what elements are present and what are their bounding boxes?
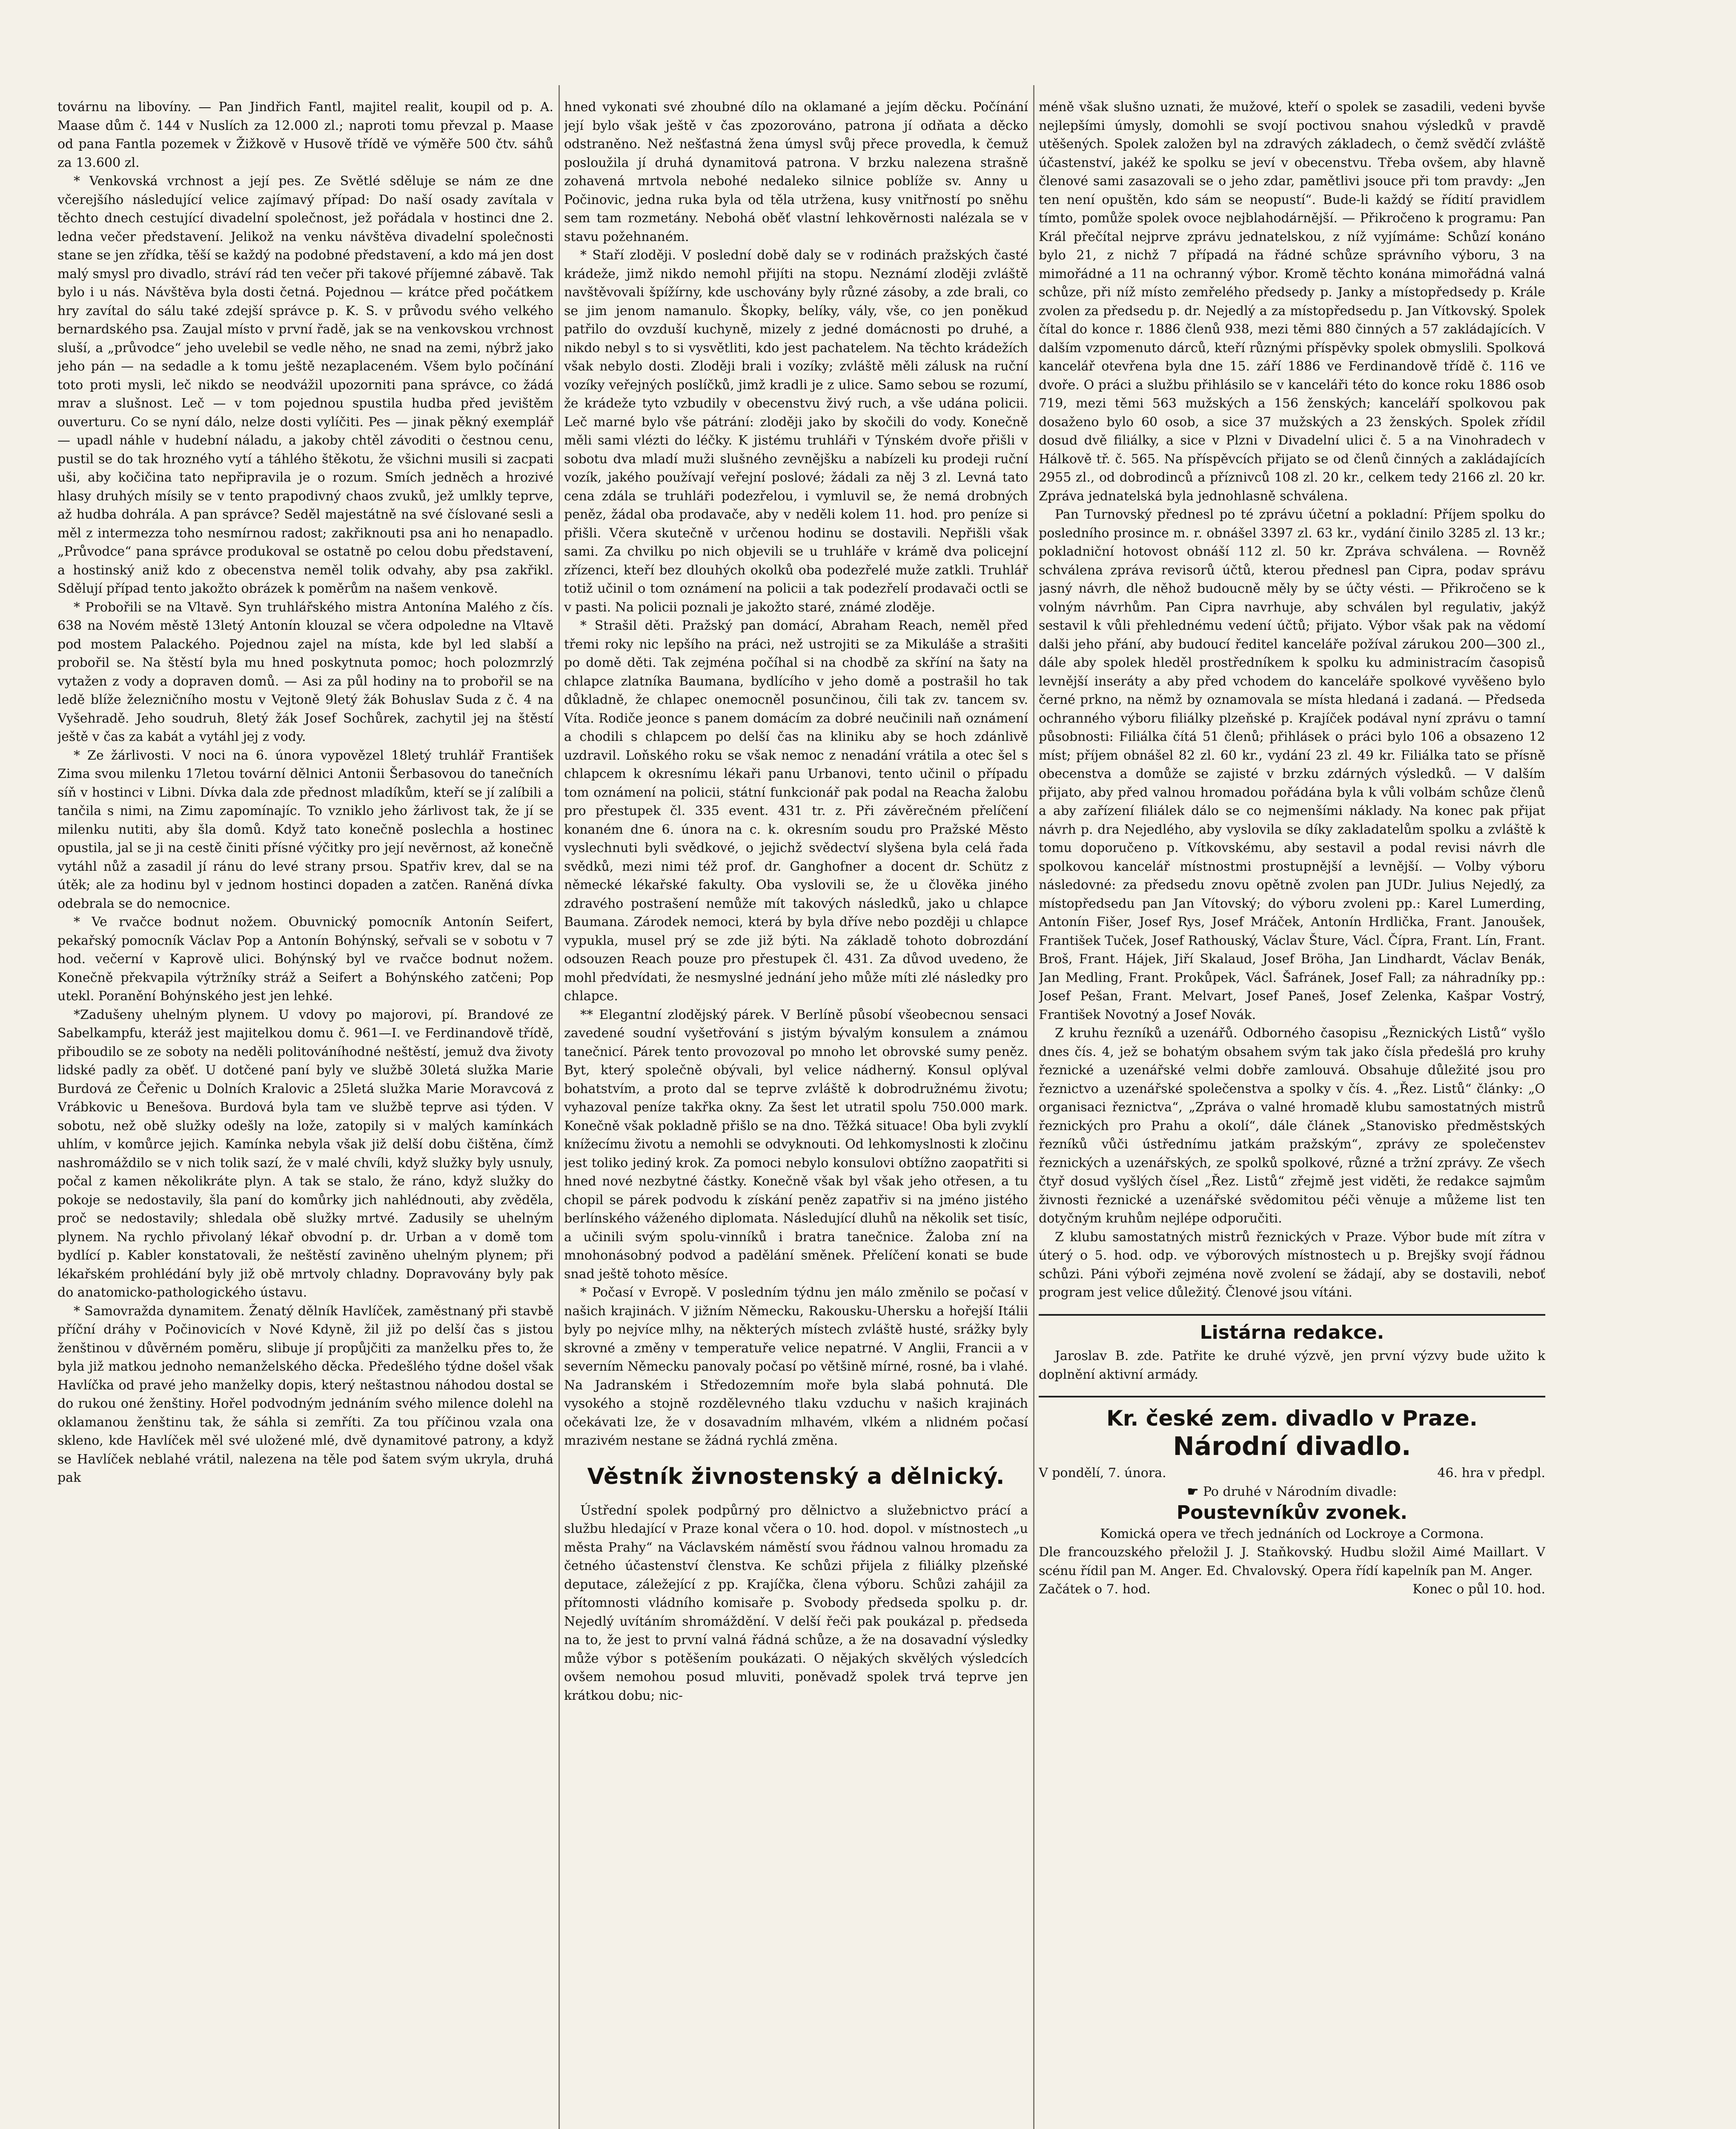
play-genre: Komická opera ve třech jednáních od Lockroye a Cormona. [1100,1526,1484,1541]
article-text: Z kruhu řezníků a uzenářů. Odborného časopisu „Řeznických Listů“ vyšlo dnes čís. 4, jež se bohatým obsahem svým tak jako čísla předešlá pro kruhy řeznické a uzenářské velmi dobře zamlouvá. Obsahuje důležité jsou pro řeznictvo a uzenářské společenstva a spolky v čís. 4. „Řez. Listů“ články: „O organisaci řeznictva“, „Zpráva o valné hromadě klubu samostatných mistrů řeznických pro Prahu a okolí“, dále článek „Stanovisko předměstských řezníků vůči ústřednímu jatkám pražským“, zprávy ze společenstev řeznických a uzenářských, ze spolků spolkové, různé a tržní zprávy. Ze všech čtyř dosud vyšlých čísel „Řez. Listů“ zřejmě jest viděti, že redakce sajmům živnosti řeznické a uzenářské svědomitou péči věnuje a můžeme list ten dotyčným kruhům nejlépe odporučiti. [1039,1026,1545,1226]
article-text: méně však slušno uznati, že mužové, kteří o spolek se zasadili, vedeni byvše nejlepšími úmysly, domohli se svojí poctivou snahou výsledků v pravdě utěšených. Spolek založen byl na zdravých základech, o čemž svědčí zvláště účastenství, jakéž ke spolku se jeví v obecenstvu. Třeba ovšem, aby hlavně členové sami zasazovali se o jeho zdar, pamětlivi jsouce při tom pravdy: „Jen ten není opuštěn, kdo sám se neopustí“. Bude-li každý se řídití pravidlem tímto, pomůže spolek ovoce nejblahodárnější. — Přikročeno k programu: Pan Král přečítal nejprve zprávu jednatelskou, z níž vyjímáme: Schůzí konáno bylo 21, z nichž 7 případá na řádné schůze správního výboru, 3 na mimořádné a 11 na ochranný výbor. Kromě těchto konána mimořádná valná schůze, při níž místo zemřelého předsedy p. Janky a místopředsedy p. Krále zvolen za předsedu p. dr. Nejedlý a za místopředsedu p. Jan Vítkovský. Spolek čítal do konce r. 1886 členů 938, mezi těmi 880 činných a 57 zakládajících. V dalším vzpomenuto dárců, kteří různými příspěvky spolek obmyslili. Spolková kancelář otevřena byla dne 15. září 1886 ve Ferdinandově třídě č. 116 ve dvoře. O práci a službu přihlásilo se v kanceláři této do konce roku 1886 osob 719, mezi těmi 563 mužských a 156 ženských; kanceláří spolkovou pak dosaženo bylo 60 osob, a sice 37 mužských a 23 ženských. Spolek zřídil dosud dvě filiálky, a sice v Plzni v Divadelní ulici č. 5 a na Vinohradech v Hálkově tř. č. 565. Na příspěvcích přijato se od členů činných a zakládajících 2955 zl., od dobrodinců a příznivců 108 zl. 20 kr., celkem tedy 2166 zl. 20 kr. Zpráva jednatelská byla jednohlasně schválena. [1039,100,1545,504]
article-text: * Ze žárlivosti. V noci na 6. února vypovězel 18letý truhlář František Zima svou milenku 17letou tovární dělnici Antonii Šerbasovou do tanečních síň v hostinci v Libni. Dívka dala zde přednost mladíkům, kteří se jí zalíbili a tančila s nimi, na Zimu zapomínajíc. To vzniklo jeho žárlivost tak, že jí se milenku nutiti, aby šla domů. Když tato konečně poslechla a hostinec opustila, jal se ji na cestě činiti přísné výčitky pro její nevěrnost, až konečně vytáhl nůž a zasadil jí ránu do levé strany prsou. Spatřiv krev, dal se na útěk; ale za hodinu byl v jednom hostinci dopaden a zatčen. Raněná dívka odebrala se do nemocnice. [57,748,553,911]
column-3 [1039,98,1545,2129]
mailbox-text: Jaroslav B. zde. Patřite ke druhé výzvě, jen první výzvy bude užito k doplnění aktivní armády. [1039,1349,1545,1382]
article-text: * Samovražda dynamitem. Ženatý dělník Havlíček, zaměstnaný při stavbě příční dráhy v Počinovicích v Nové Kdyně, žil již po delší čas s jistou ženštinou v důvěrném poměru, slibuje jí propůjčiti za manželku přes to, že byla již matkou jednoho nemanželského děcka. Předešlého týdne došel však Havlíčka od pravé jeho manželky dopis, který neštastnou náhodou dostal se do rukou oné ženštiny. Hořel podvodným jednáním svého milence dolehl na oklamanou ženštinu tak, že sáhla si zemříti. Za tou příčinou vzala ona skleno, kde Havlíček měl své uložené mlé, dvě dynamitové patrony, a když se Havlíček neblahé vrátil, nalezena na těle pod šatem svým ukryla, druhá pak [57,1303,553,1485]
play-title: Poustevníkův zvonek. [1176,1502,1408,1524]
theatre-program [1039,1396,1545,1599]
performance-date: V pondělí, 7. února. [1039,1466,1166,1481]
article-text: ** Elegantní zlodějský párek. V Berlíně působí všeobecnou sensaci zavedené soudní vyšetřování s jistým bývalým konsulem a známou tanečnicí. Párek tento provozoval po mnoho let obrovské sumy peněz. Byt, který společně obývali, byl velice nádherný. Konsul oplýval bohatstvím, a proto dal se teprve zvláště k dobrodružnému životu; vyhazoval peníze takřka okny. Za šest let utratil spolu 750.000 mark. Konečně však pokladně přišlo se na dno. Těžká situace! Oba byli zvyklí knížecímu životu a nemohli se odvyknouti. Od lehkomyslnosti k zločinu jest toliko jediný krok. Za pomoci nebylo konsulovi obtížno zaopatřiti si hned nové nezbytné částky. Konečně však byl však jeho otřesen, a tu chopil se párek podvodu k získání peněz zapatřiv si na jméno jistého berlínského váženého diplomata. Následující dluhů na několik set tisíc, a učinili svým spolu-vinníků i bratra tanečnice. Žaloba zní na mnohonásobný podvod a padělání směnek. Přelíčení konati se bude snad ještě tohoto měsíce. [564,1007,1028,1282]
theatre-title: Kr. české zem. divadlo v Praze. [1106,1406,1478,1431]
article-text: * Venkovská vrchnost a její pes. Ze Světlé sděluje se nám ze dne včerejšího následující velice zajímavý případ: Do naší osady zavítala v těchto dnech cestující divadelní společnost, jež pořádala v hostinci dne 2. ledna večer představení. Jelikož na venku návštěva divadelní společnosti stane se jen zřídka, těší se každý na podobné představení, a kdo má jen dost malý smysl pro divadlo, stráví rád ten večer při takové příjemné zábavě. Tak bylo i u nás. Návštěva byla dosti četná. Pojednou — krátce před počátkem hry zavítal do sálu také zdejší správce p. K. S. v průvodu svého velkého bernardského psa. Zaujal místo v první řadě, jak se na venkovskou vrchnost sluší, a „průvodce“ jeho uvelebil se vedle něho, ne snad na zemi, nýbrž jako jeho pán — na sedadle a k tomu ještě nezaplaceném. Všem bylo počínání toto proti mysli, leč nikdo se neodvážil upozorniti pana správce, co žádá mrav a slušnost. Leč — v tom pojednou spustila hudba před jevištěm ouverturu. Co se nyní dálo, nelze dosti vylíčiti. Pes — jinak pěkný exemplář — upadl náhle v hudební náladu, a jakoby chtěl závoditi o čestnou cenu, pustil se do tak hrozného vytí a táhlého štěkotu, že všichni musili si zacpati uši, aby kočičina tato nepřipravila je o rozum. Smích jedněch a hrozivé hlasy druhých mísily se v tento prapodivný chaos zvuků, jež umlkly teprve, až hudba dohrála. A pan správce? Seděl majestátně na své číslované sesli a měl z intermezza toho nesmírnou radost; zakřiknouti psa ani ho nenapadlo. „Průvodce“ pana správce produkoval se ostatně po celou dobu představení, a hostinský aniž kdo z obecenstva neměl tolik odvahy, aby psa zakřikl. Sdělují případ tento jakožto obrázek k poměrům na našem venkově. [57,174,553,596]
article-text: Z klubu samostatných mistrů řeznických v Praze. Výbor bude mít zítra v úterý o 5. hod. odp. ve výborových místnostech u p. Brejšky svojí řádnou schůzi. Páni výboři zejména nově zvolení se žádají, aby se dostavili, neboť program jest velice důležitý. Členové jsou vítáni. [1039,1229,1545,1300]
article-text: hned vykonati své zhoubné dílo na oklamané a jejím děcku. Počínání její bylo však ještě v čas zpozorováno, patrona jí odňata a děcko odstraněno. Než nešťastná žena úmysl svůj přece provedla, k čemuž posloužila jí druhá dynamitová patrona. V brzku nalezena strašně zohavená mrtvola nebohé nedaleko silnice poblíže sv. Anny u Počinovic, jedna ruka byla od těla utržena, kusy vnitřností po sněhu sem tam rozmetány. Nebohá oběť vlastní lehkověrnosti nalézala se v stavu požehnaném. [564,100,1028,244]
article-text: * Ve rvačce bodnut nožem. Obuvnický pomocník Antonín Seifert, pekařský pomocník Václav Pop a Antonín Bohýnský, seřvali se v sobotu v 7 hod. večerní v Kaprově ulici. Bohýnský byl ve rvačce bodnut nožem. Konečně překvapila výtržníky stráž a Seifert a Bohýnského zatčeni; Pop utekl. Poranění Bohýnského jest jen lehké. [57,915,553,1004]
pointing-hand-icon: ☛ [1187,1484,1203,1499]
article-text: továrnu na libovíny. — Pan Jindřich Fantl, majitel realit, koupil od p. A. Maase dům č. 144 v Nuslích za 12.000 zl.; naproti tomu převzal p. Maase od pana Fantla pozemek v Žižkově v Husově třídě ve výměře 500 čtv. sáhů za 13.600 zl. [57,100,553,170]
column-divider [559,85,560,2129]
column-divider [1033,85,1034,2129]
column-1 [57,98,553,2129]
article-text: * Probořili se na Vltavě. Syn truhlářského mistra Antonína Malého z čís. 638 na Novém městě 13letý Antonín klouzal se včera odpoledne na Vltavě pod mostem Palackého. Pojednou zajel na místa, kde byl led slabší a probořil se. Na štěstí byla mu hned poskytnuta pomoc; hoch polozmrzlý vytažen z vody a dopraven domů. — Asi za půl hodiny na to probořil se na ledě blíže železničního mostu v Vejtoně 9letý žák Bohuslav Suda z č. 4 na Vyšehradě. Jeho soudruh, 8letý žák Josef Sochůrek, zachytil jej na štěstí ještě v čas za kabát a vytáhl jej z vody. [57,600,553,744]
performance-number: 46. hra v předpl. [1437,1466,1545,1481]
column-2 [564,98,1028,2129]
performance-note-text: Po druhé v Národním divadle: [1203,1484,1397,1499]
article-text: * Počasí v Evropě. V posledním týdnu jen málo změnilo se počasí v našich krajinách. V jižním Německu, Rakousku-Uhersku a hořejší Itálii byly po nejvíce mlhy, na některých místech zvláště husté, srážky byly skrovné a změny v temperatuře velice nepatrné. V Anglii, Francii a v severním Německu panovaly počasí po většině mírné, rosné, ba i vlahé. Na Jadranském i Středozemním moře byla slabá pohnutá. Dle vysokého a stojně rozdělevného tlaku vzduchu v našich krajinách očekávati lze, že v dosavadním mlhavém, vlkém a nlidném počasí mrazivém nestane se žádná rychlá změna. [564,1285,1028,1448]
article-text: Ústřední spolek podpůrný pro dělnictvo a služebnictvo prácí a službu hledající v Praze konal včera o 10. hod. dopol. v místnostech „u města Prahy“ na Václavském náměstí svou řádnou valnou hromadu za četného účastenství členstva. Ke schůzi přijela z filiálky plzeňské deputace, záležející z pp. Krajíčka, člena výboru. Schůzi zahájil za přítomnosti vládního komisaře p. Svobody předseda spolku p. dr. Nejedlý uvítáním shromáždění. V delší řeči pak poukázal p. předseda na to, že jest to první valná řádná schůze, a že na dosavadní výsledky může výbor s potěšením poukázati. O nějakých skvělých výsledcích ovšem nemohou posud mluviti, poněvadž spolek trvá teprve jen krátkou dobu; nic- [564,1503,1028,1703]
section-heading: Věstník živnostenský a dělnický. [587,1463,1005,1489]
editorial-mailbox [1039,1314,1545,1384]
end-time: Konec o půl 10. hod. [1412,1582,1545,1597]
performance-note [1039,1483,1545,1501]
article-text: * Strašil děti. Pražský pan domácí, Abraham Reach, neměl před třemi roky nic lepšího na práci, než ustrojiti se za Mikuláše a strašiti po domě děti. Tak zejména počíhal si na chodbě za skříní na šaty na chlapce zlatníka Baumana, bydlícího v jeho domě a postrašil ho tak důkladně, že chlapec onemocněl posunčinou, čili tak zv. tancem sv. Víta. Rodiče jeonce s panem domácím za dobré neučinili naň oznámení a chodili s chlapcem po delší čas na kliniku aby se hoch zdánlivě uzdravil. Loňského roku se však nemoc z nenadání vrátila a otec šel s chlapcem k okresnímu lékaři panu Urbanovi, tento učinil o případu tom oznámení na policii, státní funkcionář pak podal na Reacha žalobu pro přestupek čl. 335 event. 431 tr. z. Při závěrečném přelíčení konaném dne 6. února na c. k. okresním soudu pro Pražské Město vyslechnuti byli svědkové, o jejichž svědectví slyšena byla celá řada svědků, mezi nimi též prof. dr. Ganghofner a docent dr. Schütz z německé lékařské fakulty. Oba vyslovili se, že u člověka jiného zdravého postrašení nemůže mít takových následků, jako u chlapce Baumana. Zárodek nemoci, která by byla dříve nebo později u chlapce vypukla, musel prý se zde již býti. Na základě tohoto dobrozdání odsouzen Reach pouze pro přestupek čl. 431. Za důvod uvedeno, že mohl předvídati, že nesmyslné jednání jeho může míti zlé následky pro chlapce. [564,618,1028,1004]
start-time: Začátek o 7. hod. [1039,1582,1151,1597]
theatre-subtitle: Národní divadlo. [1173,1432,1411,1461]
article-text: Pan Turnovský přednesl po té zprávu účetní a pokladní: Příjem spolku do posledního prosince m. r. obnášel 3397 zl. 63 kr., vydání činilo 3285 zl. 13 kr.; pokladniční hotovost obnáší 112 zl. 50 kr. Zpráva schválena. — Rovněž schválena zpráva revisorů účtů, kterou přednesl pan Cipra, podav správu jasný návrh, dle něhož budoucně měly by se účty vésti. — Přikročeno se k volným návrhům. Pan Cipra navrhuje, aby schválen byl regulativ, jakýž sestavil k vůli přehlednému vedení účtů; přijato. Výbor však pak na vědomí dalši jeho přání, aby budoucí ředitel kanceláře požíval zárukou 200—300 zl., dále aby spolek hleděl prostředníkem k spolku ku administracím časopisů levnější inseráty a aby před vchodem do kanceláře spolkové vyvěšeno bylo černé prkno, na němž by oznamovala se místa hledaná i zadaná. — Předseda ochranného výboru filiálky plzeňské p. Krajíček podával nyní zprávu o tamní působnosti: Filiálka čítá 51 členů; přihlásek o práci bylo 106 a obsazeno 12 míst; příjem obnášel 82 zl. 60 kr., vydání 23 zl. 49 kr. Filiálka tato se přísně obecenstva a domůže se zajisté v brzku zdárných výsledků. — V dalším přijato, aby před valnou hromadou pořádána byla k vůli volbám schůze členů a aby zařízení filiálek dálo se co nejmenšími náklady. Na konec pak přijat návrh p. dra Nejedlého, aby vyslovila se díky zakladatelům spolku a zvláště k tomu doporučeno p. Vítkovskému, aby sestavil a podal revisi návrh dle spolkovou kancelář místnostmi prostupnější a levnější. — Volby výboru následovné: za předsedu znovu opětně zvolen pan JUDr. Julius Nejedlý, za místopředsedu pan Jan Vítovský; do výboru zvoleni pp.: Karel Lumerding, Antonín Fišer, Josef Rys, Josef Mráček, Antonín Hrdlička, Frant. Janoušek, František Tuček, Josef Rathouský, Václav Šture, Václ. Čípra, Frant. Lín, Frant. Broš, Frant. Hájek, Jiří Skalaud, Josef Bröha, Jan Lindhardt, Václav Benák, Jan Medling, Frant. Prokůpek, Václ. Šafránek, Josef Fall; za náhradníky pp.: Josef Pešan, Frant. Melvart, Josef Paneš, Josef Zelenka, Kašpar Vostrý, František Novotný a Josef Novák. [1039,507,1545,1022]
theatre-date-row [1039,1464,1545,1483]
mailbox-title: Listárna redakce. [1200,1321,1384,1343]
article-text: *Zadušeny uhelným plynem. U vdovy po majorovi, pí. Brandové ze Sabelkampfu, kteráž jest majitelkou domu č. 961—I. ve Ferdinandově třídě, přiboudilo se ze soboty na neděli politováníhodné neštěstí, jemuž dva životy lidské padly za oběť. U dotčené paní byly ve službě 30letá služka Marie Burdová ze Čeřenic u Dolních Kralovic a 25letá služka Marie Moravcová z Vrábkovic u Benešova. Burdová byla tam ve službě teprve asi týden. V sobotu, než obě služky odešly na lože, zatopily si v malých kamínkách uhlím, v komůrce jejich. Kamínka nebyla však již delší dobu čištěna, čímž nashromáždilo se v nich tolik sazí, že v malé chvíli, když služky byly usnuly, počal z kamen několikráte plyn. A tak se stalo, že ráno, když služky do pokoje se nedostavily, šla paní do komůrky jich nahlédnouti, aby zvěděla, proč se nedostavily; shledala obě služky mrtvé. Zadusily se uhelným plynem. Na rychlo přivolaný lékař obvodní p. dr. Urban a v domě tom bydlící p. Kabler konstatovali, že neštěstí zaviněno uhelným plynem; při lékařském prohlédání byly již obě mrtvoly chladny. Dopravovány byly pak do anatomicko-pathologického ústavu. [57,1007,553,1300]
theatre-time-row [1039,1580,1545,1599]
play-credits: Dle francouzského přeložil J. J. Staňkovský. Hudbu složil Aimé Maillart. V scénu řídil pan M. Anger. Ed. Chvalovský. Opera řídí kapelník pan M. Anger. [1039,1545,1545,1578]
article-text: * Staří zloději. V poslední době daly se v rodinách pražských časté krádeže, jimž nikdo nemohl přijíti na stopu. Neznámí zloději zvláště navštěvovali špížírny, kde uschovány byly různé zásoby, a zde brali, co se jim jenom namanulo. Škopky, belíky, vály, vše, co jen poněkud patřilo do ovzduší kuchyně, mizely z jedné domácnosti po druhé, a nikdo nebyl s to si vysvětliti, kdo jest pachatelem. Na těchto krádežích však nebylo dosti. Zloději brali i vozíky; zvláště měli zálusk na ruční vozíky veřejných poslíčků, jimž kradli je z ulice. Samo sebou se rozumí, že krádeže tyto vzbudily v obecenstvu živý ruch, a vše udána policii. Leč marné bylo vše pátrání: zloději jako by skočili do vody. Konečně měli sami vlézti do léčky. K jistému truhláři v Týnském dvoře přišli v sobotu dva mladí muži slušného zevnějšku a nabízeli ku prodeji ruční vozík, jakého používají veřejní poslové; žádali za něj 3 zl. Levná tato cena zdála se truhláři podezřelou, i vymluvil se, že nemá drobných peněz, žádal oba prodavače, aby v neděli kolem 11. hod. pro peníze si přišli. Včera skutečně v určenou hodinu se dostavili. Nepřišli však sami. Za chvilku po nich objevili se u truhláře v krámě dva policejní zřízenci, kteří bez dlouhých okolků oba podezřelé muže zatkli. Truhlář totiž učinil o tom oznámení na policii a tak podezřelí prodavači octli se v pasti. Na policii poznali je jakožto staré, známé zloděje. [564,248,1028,615]
